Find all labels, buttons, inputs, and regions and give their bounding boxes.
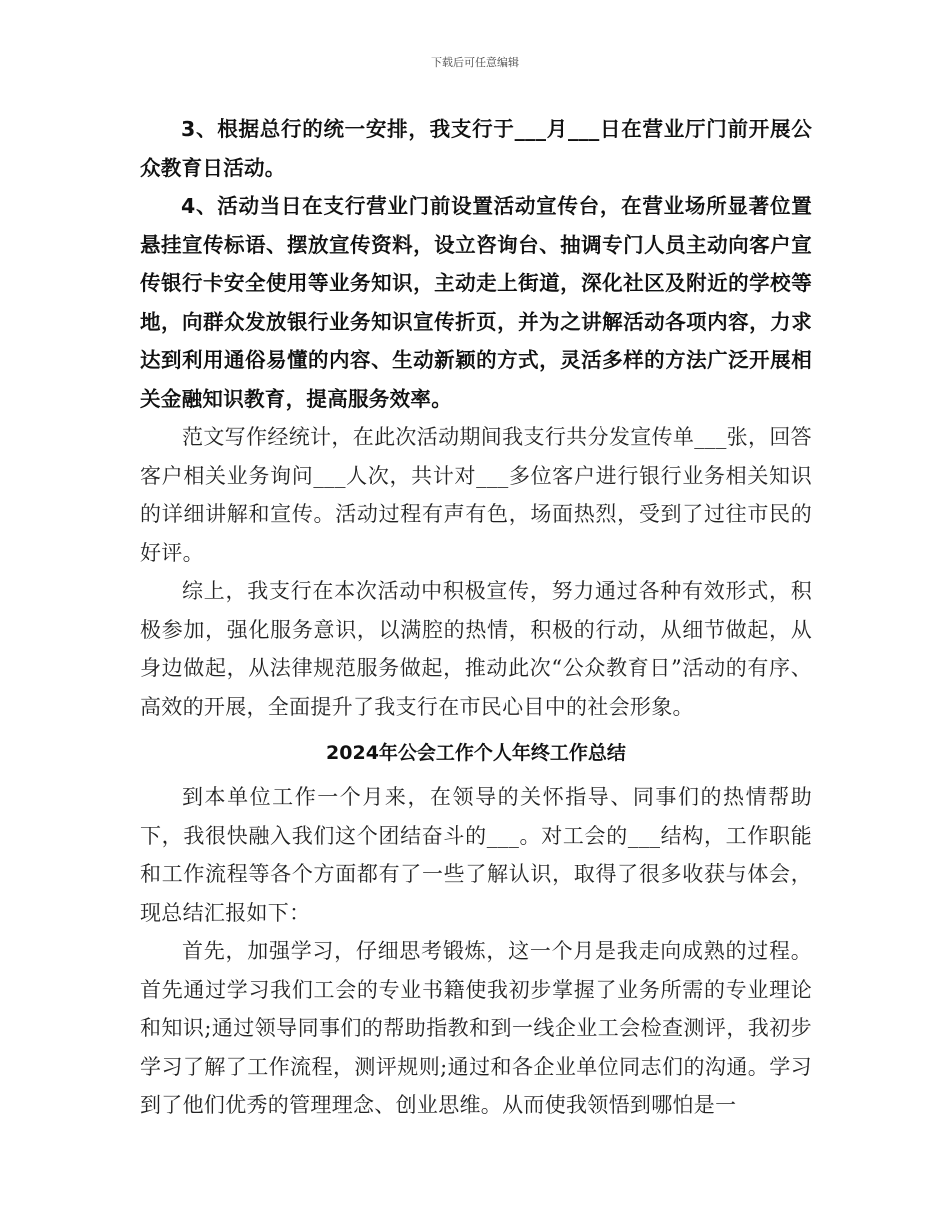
paragraph-conclusion: 综上，我支行在本次活动中积极宣传，努力通过各种有效形式，积极参加，强化服务意识，以满腔的热情，积极的行动，从细节做起，从身边做起，从法律规范服务做起，推动此次“公众教育日”活动的有序、高效的开展，全面提升了我支行在市民心目中的社会形象。 [140,579,812,719]
section-title: 2024年公会工作个人年终工作总结 [326,742,626,764]
paragraph-intro: 到本单位工作一个月来，在领导的关怀指导、同事们的热情帮助下，我很快融入我们这个团结奋斗的___。对工会的___结构，工作职能和工作流程等各个方面都有了一些了解认识，取得了很多收获与体会，现总结汇报如下： [140,785,812,925]
page-header: 下载后可任意编辑 [431,56,519,69]
paragraph-item-4: 4、活动当日在支行营业门前设置活动宣传台，在营业场所显著位置悬挂宣传标语、摆放宣传资料，设立咨询台、抽调专门人员主动向客户宣传银行卡安全使用等业务知识，主动走上街道，深化社区及附近的学校等地，向群众发放银行业务知识宣传折页，并为之讲解活动各项内容，力求达到利用通俗易懂的内容、生动新颖的方式，灵活多样的方法广泛开展相关金融知识教育，提高服务效率。 [140,194,812,411]
document-body [140,110,812,1125]
paragraph-item-3: 3、根据总行的统一安排，我支行于___月___日在营业厅门前开展公众教育日活动。 [140,117,812,180]
paragraph-first: 首先，加强学习，仔细思考锻炼，这一个月是我走向成熟的过程。首先通过学习我们工会的专业书籍使我初步掌握了业务所需的专业理论和知识;通过领导同事们的帮助指教和到一线企业工会检查测评，我初步学习了解了工作流程，测评规则;通过和各企业单位同志们的沟通。学习到了他们优秀的管理理念、创业思维。从而使我领悟到哪怕是一 [140,939,812,1117]
paragraph-statistics: 范文写作经统计，在此次活动期间我支行共分发宣传单___张，回答客户相关业务询问___人次，共计对___多位客户进行银行业务相关知识的详细讲解和宣传。活动过程有声有色，场面热烈，受到了过往市民的好评。 [140,425,812,565]
